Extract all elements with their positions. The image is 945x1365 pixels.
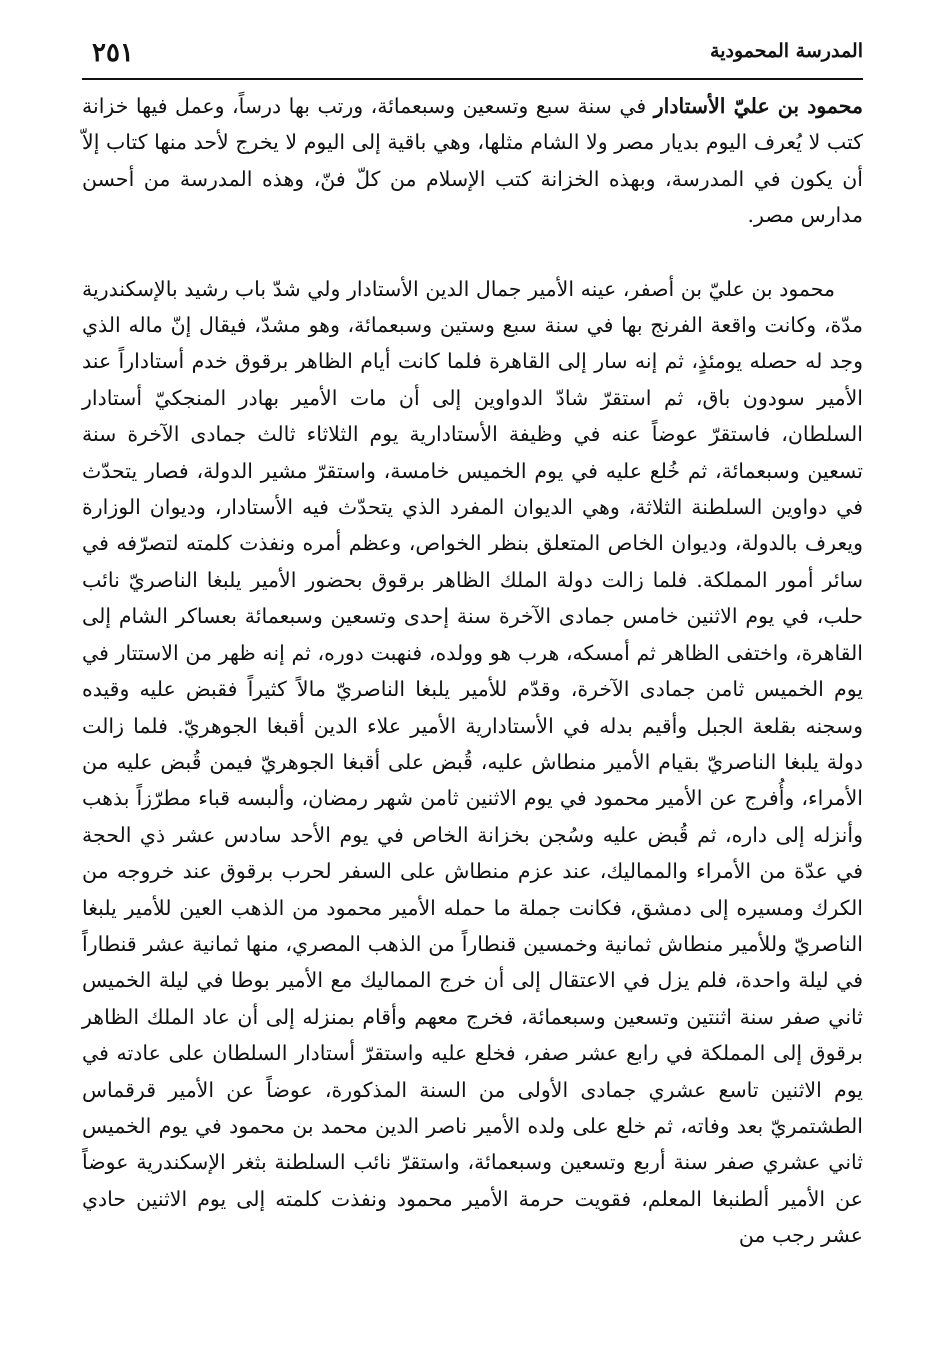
page-header — [82, 38, 863, 76]
paragraph-1-text: في سنة سبع وتسعين وسبعمائة، ورتب بها درساً، وعمل فيها خزانة كتب لا يُعرف اليوم بديار مصر ولا الشام مثلها، وهي باقية إلى اليوم لا يخرج لأحد منها كتاب إلاّ أن يكون في المدرسة، وبهذه الخزانة كتب الإسلام من كلّ فنّ، وهذه المدرسة من أحسن مدارس مصر. — [82, 94, 863, 228]
paragraph-2-lead: محمود بن عليّ بن أصفر، — [622, 276, 835, 301]
running-head: المدرسة المحمودية — [710, 40, 863, 62]
paragraph-2-text: عينه الأمير جمال الدين الأستادار ولي شدّ باب رشيد بالإسكندرية مدّة، وكانت واقعة الفرنج بها في سنة سبع وستين وسبعمائة، وهو مشدّ، فيقال إنّ ماله الذي وجد له حصله يومئذٍ، ثم إنه سار إلى القاهرة فلما كانت أيام الظاهر برقوق خدم أستاداراً عند الأمير سودون باق، ثم استقرّ شادّ الدواوين إلى أن مات الأمير بهادر المنجكيّ أستادار السلطان، فاستقرّ عوضاً عنه في وظيفة الأستادارية يوم الثلاثاء ثالث جمادى الآخرة سنة تسعين وسبعمائة، ثم خُلع عليه في يوم الخميس خامسة، واستقرّ مشير الدولة، فصار يتحدّث في دواوين السلطنة الثلاثة، وهي الديوان المفرد الذي يتحدّث فيه الأستادار، وديوان الوزارة ويعرف بالدولة، وديوان الخاص المتعلق بنظر الخواص، وعظم أمره ونفذت كلمته لتصرّفه في سائر أمور المملكة. فلما زالت دولة الملك الظاهر برقوق بحضور الأمير يلبغا الناصريّ نائب حلب، في يوم الاثنين خامس جمادى الآخرة سنة إحدى وتسعين وسبعمائة بعساكر الشام إلى القاهرة، واختفى الظاهر ثم أمسكه، هرب هو وولده، فنهبت دوره، ثم إنه ظهر من الاستتار في يوم الخميس ثامن جمادى الآخرة، وقدّم للأمير يلبغا الناصريّ مالاً كثيراً فقبض عليه وقيده وسجنه بقلعة الجبل وأقيم بدله في الأستادارية الأمير علاء الدين أقبغا الجوهريّ. فلما زالت دولة يلبغا الناصريّ بقيام الأمير منطاش عليه، قُبض على أقبغا الجوهريّ فيمن قُبض عليه من الأمراء، وأُفرج عن الأمير محمود في يوم الاثنين ثامن شهر رمضان، وألبسه قباء مطرّزاً بذهب وأنزله إلى داره، ثم قُبض عليه وسُجن بخزانة الخاص في يوم الأحد سادس عشر ذي الحجة في عدّة من الأمراء والمماليك، عند عزم منطاش على السفر لحرب برقوق عند خروجه من الكرك ومسيره إلى دمشق، فكانت جملة ما حمله الأمير محمود من الذهب العين للأمير يلبغا الناصريّ وللأمير منطاش ثمانية وخمسين قنطاراً من الذهب المصري، منها ثمانية عشر قنطاراً في ليلة واحدة، فلم يزل في الاعتقال إلى أن خرج المماليك مع الأمير بوطا في ليلة الخميس ثاني صفر سنة اثنتين وتسعين وسبعمائة، فخرج معهم وأقام بمنزله إلى أن عاد الملك الظاهر برقوق إلى المملكة في رابع عشر صفر، فخلع عليه واستقرّ أستادار السلطان على عادته في يوم الاثنين تاسع عشري جمادى الأولى من السنة المذكورة، عوضاً عن الأمير قرقماس الطشتمريّ بعد وفاته، ثم خلع على ولده الأمير ناصر الدين محمد بن محمود في يوم الخميس ثاني عشري صفر سنة أربع وتسعين وسبعمائة، واستقرّ نائب السلطنة بثغر الإسكندرية عوضاً عن الأمير ألطنبغا المعلم، فقويت حرمة الأمير محمود ونفذت كلمته إلى يوم الاثنين حادي عشر رجب من — [82, 276, 863, 1248]
paragraph-1-lead: محمود بن عليّ الأستادار — [653, 94, 863, 118]
header-rule — [82, 78, 863, 80]
paragraph-2 — [82, 271, 863, 1254]
paragraph-1 — [82, 88, 863, 234]
body-text — [82, 88, 863, 1254]
page-number: ٢٥١ — [92, 38, 134, 68]
